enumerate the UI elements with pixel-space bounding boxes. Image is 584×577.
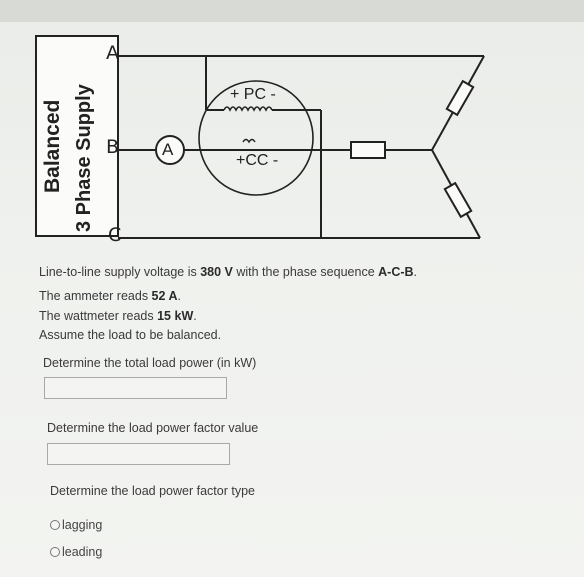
voltage-value: 380 V bbox=[200, 265, 233, 279]
assumption-line: Assume the load to be balanced. bbox=[39, 328, 222, 342]
power-factor-input[interactable] bbox=[47, 443, 230, 465]
sequence-value: A-C-B bbox=[378, 265, 414, 279]
supply-label-3phase: 3 Phase Supply bbox=[73, 84, 95, 232]
option-lagging[interactable] bbox=[50, 518, 102, 532]
pc-label: + PC - bbox=[230, 86, 276, 103]
cc-resistor bbox=[351, 142, 385, 158]
load-resistor-a bbox=[447, 81, 473, 115]
line-label-a: A bbox=[106, 42, 119, 64]
ammeter-label: A bbox=[162, 140, 174, 159]
top-strip bbox=[0, 0, 584, 22]
pc-coil bbox=[224, 107, 272, 110]
part2-prompt: Determine the load power factor value bbox=[47, 421, 259, 435]
line-label-c: C bbox=[108, 224, 122, 246]
given-voltage-line: Line-to-line supply voltage is 380 V with the phase sequence A-C-B. bbox=[39, 265, 418, 279]
leading-radio[interactable] bbox=[50, 547, 60, 557]
part3-prompt: Determine the load power factor type bbox=[50, 484, 255, 498]
current-value: 52 A bbox=[151, 289, 178, 303]
given-current-line: The ammeter reads 52 A. bbox=[39, 289, 181, 303]
load-resistor-c bbox=[445, 183, 471, 217]
circuit-diagram bbox=[28, 28, 558, 258]
lagging-label: lagging bbox=[62, 518, 103, 532]
power-value: 15 kW bbox=[157, 309, 194, 323]
option-leading[interactable] bbox=[50, 545, 102, 559]
given-power-line: The wattmeter reads 15 kW. bbox=[39, 309, 197, 323]
cc-label: +CC - bbox=[236, 152, 279, 169]
total-power-input[interactable] bbox=[44, 377, 227, 399]
leading-label: leading bbox=[62, 545, 103, 559]
part1-prompt: Determine the total load power (in kW) bbox=[43, 356, 257, 370]
line-label-b: B bbox=[106, 136, 120, 158]
supply-label-balanced: Balanced bbox=[41, 99, 64, 193]
lagging-radio[interactable] bbox=[50, 520, 60, 530]
